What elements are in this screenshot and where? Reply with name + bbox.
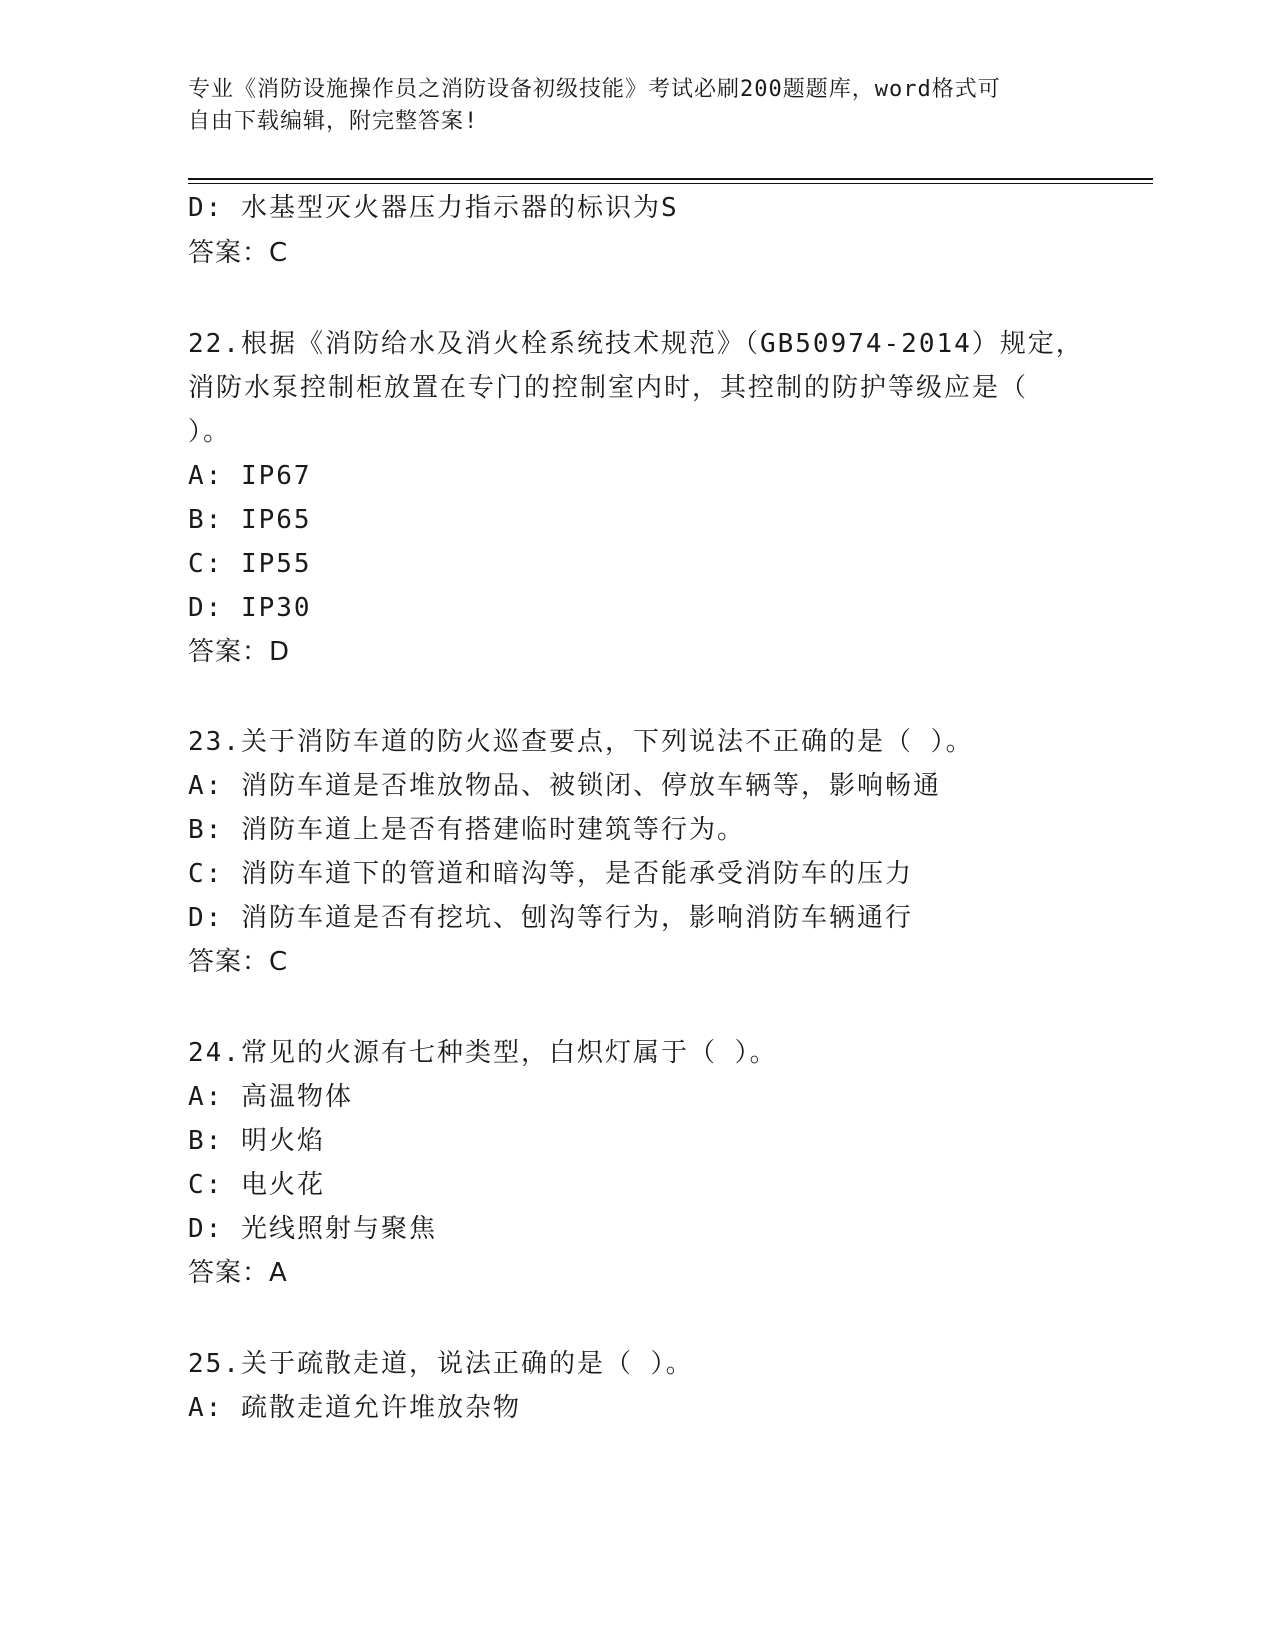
header-line-2: 自由下载编辑，附完整答案!: [188, 109, 479, 134]
q22-option-d: D: IP30: [188, 593, 312, 623]
q25-stem: 25.关于疏散走道，说法正确的是（ ）。: [188, 1349, 694, 1379]
header-divider-thick: [188, 178, 1153, 180]
prev-option-d: D: 水基型灭火器压力指示器的标识为S: [188, 193, 679, 223]
q23-option-a: A: 消防车道是否堆放物品、被锁闭、停放车辆等，影响畅通: [188, 771, 941, 801]
q23-option-c: C: 消防车道下的管道和暗沟等，是否能承受消防车的压力: [188, 859, 913, 889]
header-divider-thin: [188, 183, 1153, 184]
q23-stem: 23.关于消防车道的防火巡查要点，下列说法不正确的是（ ）。: [188, 727, 974, 757]
q22-option-b: B: IP65: [188, 505, 312, 535]
prev-answer: 答案：C: [188, 238, 289, 268]
q22-answer: 答案：D: [188, 637, 291, 667]
q25-option-a: A: 疏散走道允许堆放杂物: [188, 1393, 521, 1423]
q23-option-d: D: 消防车道是否有挖坑、刨沟等行为，影响消防车辆通行: [188, 903, 913, 933]
q24-option-c: C: 电火花: [188, 1170, 325, 1200]
q24-stem: 24.常见的火源有七种类型，白炽灯属于（ ）。: [188, 1038, 778, 1068]
header-line-1: 专业《消防设施操作员之消防设备初级技能》考试必刷200题题库，word格式可: [188, 77, 1001, 102]
q22-stem-line-1: 22.根据《消防给水及消火栓系统技术规范》（GB50974-2014）规定，: [188, 329, 1084, 359]
q22-option-c: C: IP55: [188, 549, 312, 579]
q22-stem-line-2: 消防水泵控制柜放置在专门的控制室内时，其控制的防护等级应是（: [188, 373, 1029, 403]
document-header: [188, 74, 1068, 138]
q24-option-b: B: 明火焰: [188, 1126, 325, 1156]
q24-answer: 答案：A: [188, 1258, 288, 1288]
q24-option-a: A: 高温物体: [188, 1082, 353, 1112]
q22-option-a: A: IP67: [188, 461, 312, 491]
q23-answer: 答案：C: [188, 947, 289, 977]
q23-option-b: B: 消防车道上是否有搭建临时建筑等行为。: [188, 815, 745, 845]
q24-option-d: D: 光线照射与聚焦: [188, 1214, 437, 1244]
q22-stem-line-3: ）。: [188, 417, 232, 447]
